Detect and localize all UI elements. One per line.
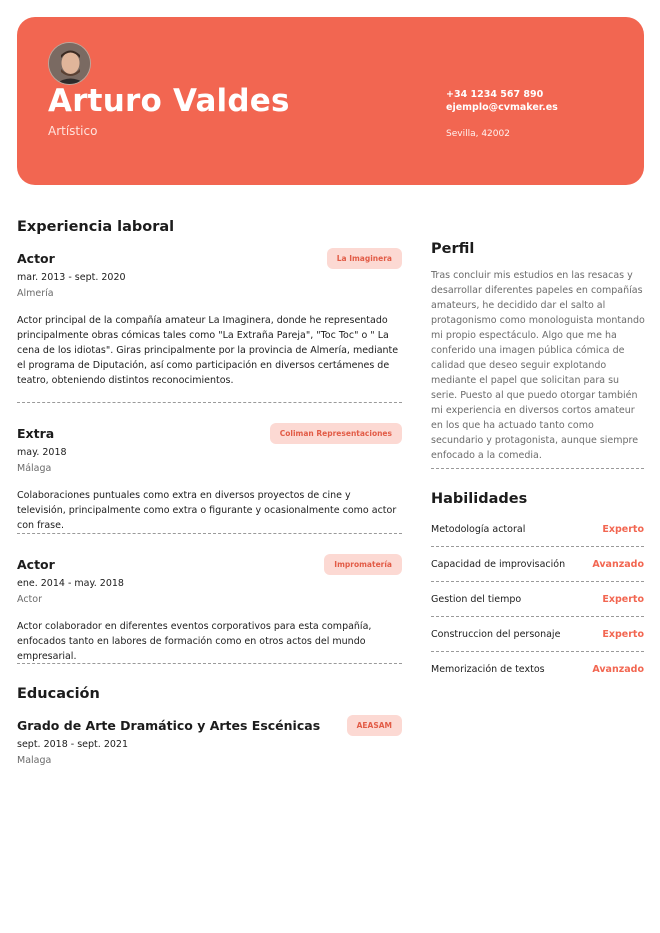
- profile-text: Tras concluir mis estudios en las resacas y desarrollar diferentes papeles en compañías amateurs, he decidido dar el salto al protagonismo como monologuista montando mi propio espectáculo. Algo que me ha conferido una imagen pública cómica de calidad que deseo seguir explotando mediante el papel que solicitan para su serie. Puesto al que puedo otorgar también mi experiencia en diversos cortos amateur en los que ha actuado tanto como secundario y protagonista, aunque siempre enfocado a la comedia.: [431, 270, 645, 461]
- skill-level: Avanzado: [592, 558, 644, 570]
- candidate-role: Artístico: [48, 124, 98, 138]
- skill-name: Construccion del personaje: [431, 628, 561, 640]
- avatar-photo-icon: [49, 43, 91, 85]
- skill-level: Experto: [602, 593, 644, 605]
- job-description: Actor colaborador en diferentes eventos corporativos para esta compañía, enfocados tanto en labores de formación como en otros actos del mundo empresarial.: [17, 621, 372, 662]
- job-title: Actor: [17, 557, 55, 572]
- divider: [431, 468, 644, 469]
- skill-name: Metodología actoral: [431, 523, 526, 535]
- skill-row: [431, 617, 644, 652]
- job-dates: mar. 2013 - sept. 2020: [17, 272, 126, 283]
- school-badge: AEASAM: [347, 715, 402, 736]
- skill-row: [431, 512, 644, 547]
- skill-level: Experto: [602, 523, 644, 535]
- job-title: Actor: [17, 251, 55, 266]
- candidate-name: Arturo Valdes: [48, 83, 290, 119]
- education-heading: Educación: [17, 686, 100, 702]
- email-text: ejemplo@cvmaker.es: [446, 102, 558, 113]
- degree-dates: sept. 2018 - sept. 2021: [17, 739, 128, 750]
- job-dates: ene. 2014 - may. 2018: [17, 578, 124, 589]
- avatar: [48, 42, 91, 85]
- skill-row: [431, 652, 644, 687]
- job-description: Actor principal de la compañía amateur La Imaginera, donde he representado principalmente obras cómicas tales como "La Extraña Pareja", "Toc Toc" o " La cena de los idiotas". Giras principalmente por la provincia de Almería, mediante el programa de Diputación, así como participación en diversos certámenes de teatro, obteniendo distintos reconocimientos.: [17, 315, 399, 386]
- phone-text: +34 1234 567 890: [446, 89, 544, 100]
- job-location: Actor: [17, 594, 42, 605]
- divider: [17, 533, 402, 534]
- job-title: Extra: [17, 426, 55, 441]
- skill-row: [431, 582, 644, 617]
- company-badge: Coliman Representaciones: [270, 423, 402, 444]
- degree-location: Malaga: [17, 755, 52, 766]
- skill-level: Avanzado: [592, 664, 644, 675]
- divider: [17, 402, 402, 403]
- job-entry: [17, 426, 402, 533]
- education-entry: [17, 718, 402, 766]
- job-dates: may. 2018: [17, 447, 67, 458]
- skill-level: Experto: [602, 628, 644, 640]
- experience-heading: Experiencia laboral: [17, 219, 175, 235]
- contact-block: [446, 88, 558, 141]
- skills-list: [431, 512, 644, 687]
- job-entry: [17, 251, 402, 388]
- job-location: Almería: [17, 288, 54, 299]
- job-description: Colaboraciones puntuales como extra en diversos proyectos de cine y televisión, principalmente como extra o figurante y ocasionalmente como actor con frase.: [17, 490, 397, 531]
- skill-name: Gestion del tiempo: [431, 593, 522, 605]
- job-entry: [17, 557, 402, 664]
- skill-name: Capacidad de improvisación: [431, 558, 566, 570]
- address-text: Sevilla, 42002: [446, 129, 510, 139]
- skills-heading: Habilidades: [431, 491, 528, 507]
- skill-name: Memorización de textos: [431, 664, 545, 675]
- company-badge: La Imaginera: [327, 248, 402, 269]
- skill-row: [431, 547, 644, 582]
- divider: [17, 663, 402, 664]
- job-location: Málaga: [17, 463, 52, 474]
- profile-heading: Perfil: [431, 241, 475, 257]
- header-card: [17, 17, 644, 185]
- company-badge: Impromatería: [324, 554, 402, 575]
- degree-title: Grado de Arte Dramático y Artes Escénicas: [17, 718, 321, 733]
